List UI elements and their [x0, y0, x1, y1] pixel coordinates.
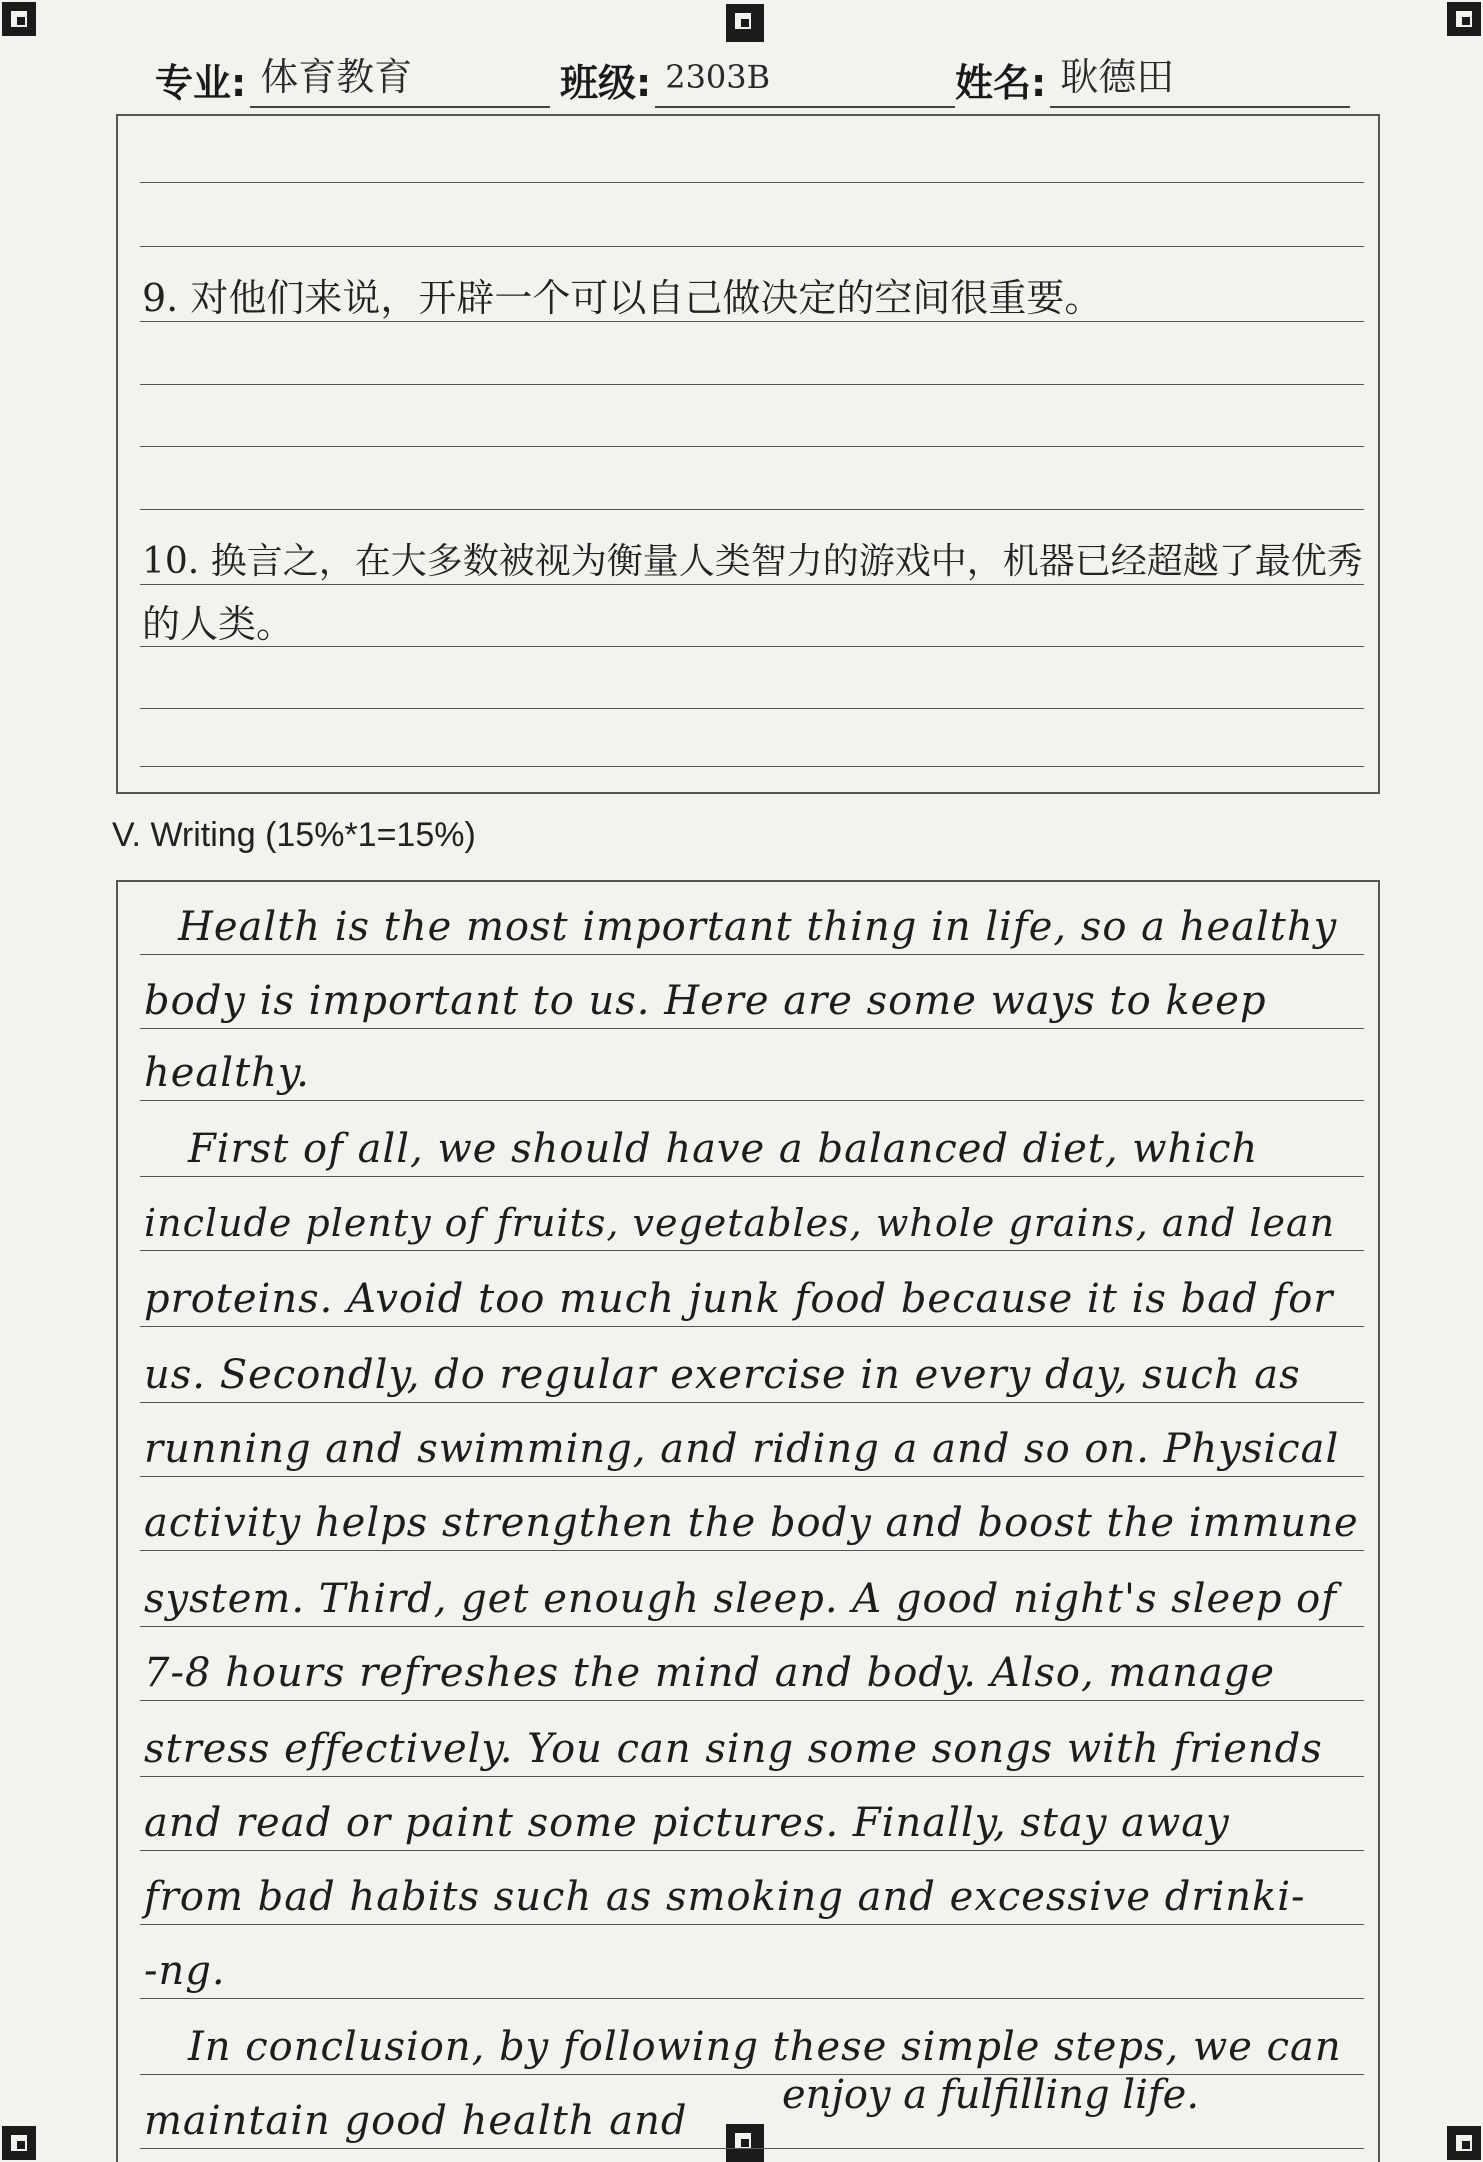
- ruled-line: [140, 1626, 1364, 1627]
- registration-mark-bottom-left: [2, 2126, 36, 2160]
- ruled-line: [140, 1700, 1364, 1701]
- ruled-line: [140, 384, 1364, 385]
- ruled-line: [140, 246, 1364, 247]
- essay-line: activity helps strengthen the body and boost the immune: [144, 1500, 1359, 1546]
- essay-line: proteins. Avoid too much junk food because it is bad for: [144, 1276, 1334, 1322]
- essay-line: include plenty of fruits, vegetables, whole grains, and lean: [144, 1201, 1336, 1245]
- ruled-line: [140, 708, 1364, 709]
- essay-line: First of all, we should have a balanced diet, which: [188, 1126, 1259, 1172]
- class-value: 2303B: [655, 52, 955, 108]
- ruled-line: [140, 321, 1364, 322]
- major-label: 专业:: [155, 61, 247, 105]
- registration-mark-top-center: [726, 4, 764, 42]
- translation-item-9: 9. 对他们来说，开辟一个可以自己做决定的空间很重要。: [142, 276, 1103, 320]
- ruled-line: [140, 584, 1364, 585]
- essay-line: stress effectively. You can sing some songs with friends: [144, 1726, 1323, 1772]
- major-field: [155, 48, 550, 108]
- name-label: 姓名:: [955, 61, 1047, 105]
- essay-line: -ng.: [144, 1948, 226, 1994]
- ruled-line: [140, 1250, 1364, 1251]
- ruled-line: [140, 1850, 1364, 1851]
- essay-line-tail: enjoy a fulfilling life.: [782, 2072, 1200, 2118]
- major-value: 体育教育: [250, 52, 550, 108]
- writing-section-title: V. Writing (15%*1=15%): [112, 816, 476, 854]
- ruled-line: [140, 182, 1364, 183]
- ruled-line: [140, 766, 1364, 767]
- class-label: 班级:: [560, 61, 652, 105]
- ruled-line: [140, 1924, 1364, 1925]
- ruled-line: [140, 1326, 1364, 1327]
- registration-mark-top-left: [2, 2, 36, 36]
- ruled-line: [140, 509, 1364, 510]
- ruled-line: [140, 446, 1364, 447]
- registration-mark-top-right: [1447, 2, 1481, 36]
- ruled-line: [140, 1550, 1364, 1551]
- essay-line: and read or paint some pictures. Finally, stay away: [144, 1800, 1230, 1846]
- essay-line: from bad habits such as smoking and excessive drinki-: [144, 1874, 1306, 1920]
- essay-line: Health is the most important thing in life, so a healthy: [178, 904, 1338, 950]
- essay-line: maintain good health and: [144, 2098, 688, 2144]
- ruled-line: [140, 2148, 1364, 2149]
- ruled-line: [140, 1476, 1364, 1477]
- essay-line: healthy.: [144, 1050, 310, 1096]
- translation-item-10-line-1: 10. 换言之，在大多数被视为衡量人类智力的游戏中，机器已经超越了最优秀: [142, 541, 1363, 582]
- student-info-header: [155, 48, 1355, 118]
- essay-line: body is important to us. Here are some ways to keep: [144, 978, 1267, 1024]
- ruled-line: [140, 646, 1364, 647]
- writing-answer-box: [116, 880, 1380, 2162]
- ruled-line: [140, 1028, 1364, 1029]
- class-field: [560, 48, 955, 108]
- translation-item-10-line-2: 的人类。: [142, 602, 295, 646]
- ruled-line: [140, 954, 1364, 955]
- name-value: 耿德田: [1050, 52, 1350, 108]
- registration-mark-bottom-right: [1447, 2126, 1481, 2160]
- ruled-line: [140, 1176, 1364, 1177]
- essay-line: us. Secondly, do regular exercise in every day, such as: [144, 1352, 1301, 1398]
- ruled-line: [140, 1100, 1364, 1101]
- essay-line: running and swimming, and riding a and so on. Physical: [144, 1426, 1340, 1472]
- ruled-line: [140, 1998, 1364, 1999]
- name-field: [955, 48, 1350, 108]
- translation-answer-box: [116, 114, 1380, 794]
- essay-line: system. Third, get enough sleep. A good night's sleep of: [144, 1576, 1338, 1622]
- ruled-line: [140, 1776, 1364, 1777]
- essay-line: In conclusion, by following these simple steps, we can: [188, 2024, 1342, 2070]
- ruled-line: [140, 1402, 1364, 1403]
- essay-line: 7-8 hours refreshes the mind and body. Also, manage: [144, 1650, 1276, 1696]
